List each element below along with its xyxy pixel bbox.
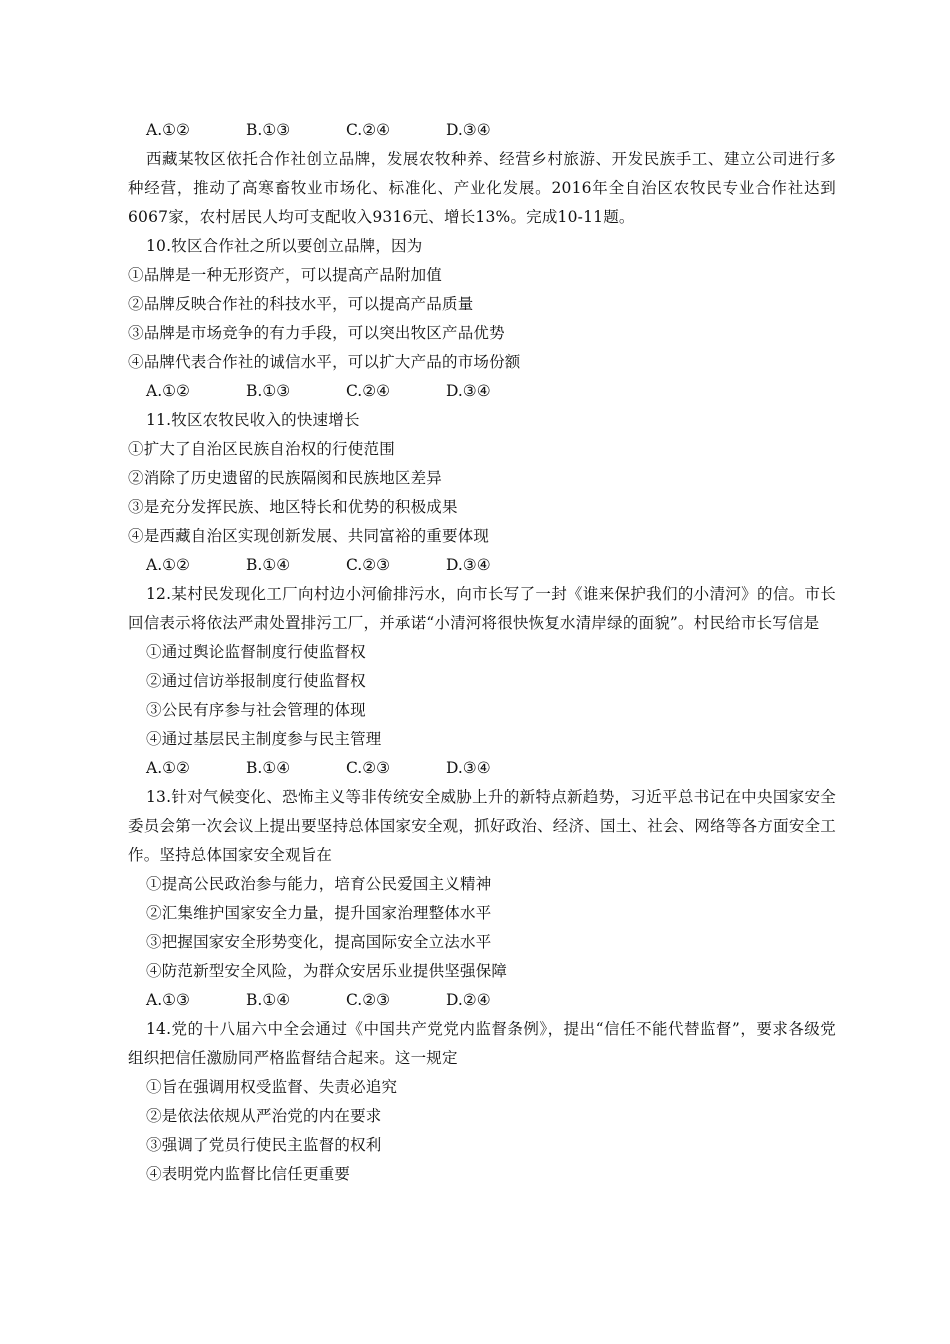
passage-text: 西藏某牧区依托合作社创立品牌，发展农牧种养、经营乡村旅游、开发民族手工、建立公司进行多种经营，推动了高寒畜牧业市场化、标准化、产业化发展。2016年全自治区农牧民专业合作社达到6067家，农村居民人均可支配收入9316元、增长13%。完成10-11题。	[128, 150, 836, 226]
q12-option-2: ②通过信访举报制度行使监督权	[146, 672, 366, 690]
q14-option-3: ③强调了党员行使民主监督的权利	[146, 1136, 382, 1154]
q9-choices	[146, 116, 836, 145]
q14-option-2: ②是依法依规从严治党的内在要求	[146, 1107, 382, 1125]
q10-option-1: ①品牌是一种无形资产，可以提高产品附加值	[128, 266, 443, 284]
q11-choices	[146, 551, 836, 580]
q13-choice-c: C.②③	[346, 991, 391, 1009]
q9-choice-c: C.②④	[346, 121, 391, 139]
q9-choice-a: A.①②	[146, 121, 190, 139]
q14-option-4: ④表明党内监督比信任更重要	[146, 1165, 351, 1183]
q13-option-1: ①提高公民政治参与能力，培育公民爱国主义精神	[146, 875, 492, 893]
q11-choice-d: D.③④	[446, 556, 491, 574]
q12-option-3: ③公民有序参与社会管理的体现	[146, 701, 366, 719]
q9-choice-d: D.③④	[446, 121, 491, 139]
q10-stem: 10.牧区合作社之所以要创立品牌，因为	[146, 237, 423, 255]
q14-option-1: ①旨在强调用权受监督、失责必追究	[146, 1078, 398, 1096]
q10-choice-d: D.③④	[446, 382, 491, 400]
q12-choice-b: B.①④	[246, 759, 291, 777]
q11-option-2: ②消除了历史遗留的民族隔阂和民族地区差异	[128, 469, 443, 487]
q10-choice-a: A.①②	[146, 382, 190, 400]
exam-content	[128, 116, 836, 1189]
q11-choice-b: B.①④	[246, 556, 291, 574]
q12-option-4: ④通过基层民主制度参与民主管理	[146, 730, 382, 748]
q13-stem: 13.针对气候变化、恐怖主义等非传统安全威胁上升的新特点新趋势，习近平总书记在中央国家安全委员会第一次会议上提出要坚持总体国家安全观，抓好政治、经济、国土、社会、网络等各方面安全工作。坚持总体国家安全观旨在	[128, 788, 836, 864]
q13-choice-d: D.②④	[446, 991, 491, 1009]
q13-option-2: ②汇集维护国家安全力量，提升国家治理整体水平	[146, 904, 492, 922]
q13-option-3: ③把握国家安全形势变化，提高国际安全立法水平	[146, 933, 492, 951]
q11-option-3: ③是充分发挥民族、地区特长和优势的积极成果	[128, 498, 458, 516]
q13-choice-a: A.①③	[146, 991, 190, 1009]
q10-choices	[146, 377, 836, 406]
q10-option-3: ③品牌是市场竞争的有力手段，可以突出牧区产品优势	[128, 324, 505, 342]
q11-stem: 11.牧区农牧民收入的快速增长	[146, 411, 360, 429]
q10-option-2: ②品牌反映合作社的科技水平，可以提高产品质量	[128, 295, 474, 313]
q9-choice-b: B.①③	[246, 121, 291, 139]
q12-option-1: ①通过舆论监督制度行使监督权	[146, 643, 366, 661]
q12-choice-c: C.②③	[346, 759, 391, 777]
q10-option-4: ④品牌代表合作社的诚信水平，可以扩大产品的市场份额	[128, 353, 521, 371]
q12-choices	[146, 754, 836, 783]
q13-choice-b: B.①④	[246, 991, 291, 1009]
q10-choice-c: C.②④	[346, 382, 391, 400]
q11-option-1: ①扩大了自治区民族自治权的行使范围	[128, 440, 395, 458]
q13-option-4: ④防范新型安全风险，为群众安居乐业提供坚强保障	[146, 962, 508, 980]
q10-choice-b: B.①③	[246, 382, 291, 400]
q12-choice-d: D.③④	[446, 759, 491, 777]
q11-option-4: ④是西藏自治区实现创新发展、共同富裕的重要体现	[128, 527, 490, 545]
q11-choice-a: A.①②	[146, 556, 190, 574]
q12-choice-a: A.①②	[146, 759, 190, 777]
q12-stem: 12.某村民发现化工厂向村边小河偷排污水，向市长写了一封《谁来保护我们的小清河》的信。市长回信表示将依法严肃处置排污工厂，并承诺“小清河将很快恢复水清岸绿的面貌”。村民给市长写信是	[128, 585, 836, 632]
q14-stem: 14.党的十八届六中全会通过《中国共产党党内监督条例》，提出“信任不能代替监督”，要求各级党组织把信任激励同严格监督结合起来。这一规定	[128, 1020, 836, 1067]
q13-choices	[146, 986, 836, 1015]
q11-choice-c: C.②③	[346, 556, 391, 574]
